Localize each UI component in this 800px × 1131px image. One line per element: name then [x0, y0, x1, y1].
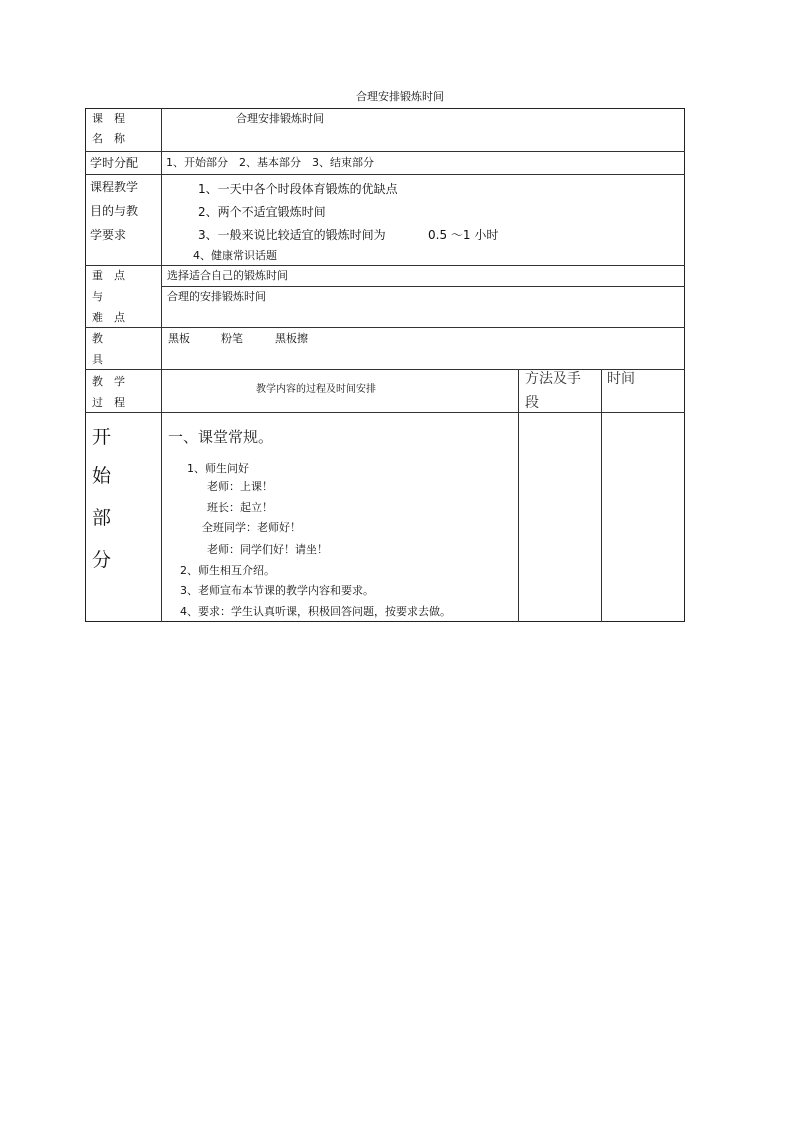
tools-label: 教: [92, 332, 103, 345]
course-name-label: 课 程: [92, 112, 125, 125]
row-divider: [85, 412, 685, 413]
document-title: 合理安排锻炼时间: [356, 90, 444, 103]
objectives-label: 目的与教: [90, 204, 139, 218]
key-points-label: 重 点: [92, 269, 125, 282]
section-line: 班长：起立！: [207, 501, 273, 514]
row-divider: [85, 151, 685, 152]
section-line: 1、师生问好: [187, 462, 249, 475]
key-point-value: 选择适合自己的锻炼时间: [167, 269, 288, 282]
process-label: 教 学: [92, 375, 125, 388]
tool-item: 黑板: [168, 332, 190, 345]
objective-item: 2、两个不适宜锻炼时间: [198, 205, 326, 219]
tool-item: 粉笔: [221, 332, 243, 345]
row-divider: [85, 369, 685, 370]
periods-label: 学时分配: [90, 156, 139, 170]
section-line: 2、师生相互介绍。: [180, 564, 275, 577]
tools-label: 具: [92, 353, 103, 366]
row-divider: [161, 286, 685, 287]
section-line: 老师：上课！: [207, 480, 273, 493]
column-divider: [161, 108, 162, 622]
objective-item: 1、一天中各个时段体育锻炼的优缺点: [198, 182, 398, 196]
method-header: 段: [525, 395, 539, 411]
time-header: 时间: [607, 371, 635, 387]
row-divider: [85, 265, 685, 266]
start-section-label: 分: [92, 549, 112, 571]
start-section-label: 部: [92, 507, 112, 529]
start-section-label: 始: [92, 465, 112, 487]
process-content-header: 教学内容的过程及时间安排: [256, 384, 376, 395]
course-name-value: 合理安排锻炼时间: [236, 112, 324, 125]
column-divider: [518, 369, 519, 622]
objectives-label: 课程教学: [90, 180, 139, 194]
process-label: 过 程: [92, 396, 125, 409]
section-line: 4、要求：学生认真听课，积极回答问题，按要求去做。: [180, 605, 451, 618]
periods-value: 1、开始部分 2、基本部分 3、结束部分: [166, 156, 374, 169]
section-line: 老师：同学们好！请坐！: [207, 543, 328, 556]
tool-item: 黑板擦: [275, 332, 308, 345]
section-line: 3、老师宣布本节课的教学内容和要求。: [180, 584, 374, 597]
method-header: 方法及手: [525, 371, 581, 387]
objective-item: 4、健康常识话题: [193, 249, 277, 262]
objectives-label: 学要求: [90, 228, 127, 242]
section-heading: 一、课堂常规。: [168, 428, 274, 446]
difficulty-value: 合理的安排锻炼时间: [167, 290, 266, 303]
key-points-label: 难 点: [92, 311, 125, 324]
key-points-label: 与: [92, 290, 103, 303]
section-line: 全班同学：老师好！: [202, 521, 301, 534]
objective-time-range: 0.5 ～1 小时: [428, 228, 499, 242]
row-divider: [85, 174, 685, 175]
course-name-label: 名 称: [92, 132, 125, 145]
objective-item: 3、一般来说比较适宜的锻炼时间为: [198, 228, 386, 242]
start-section-label: 开: [92, 426, 112, 448]
row-divider: [85, 327, 685, 328]
column-divider: [601, 369, 602, 622]
